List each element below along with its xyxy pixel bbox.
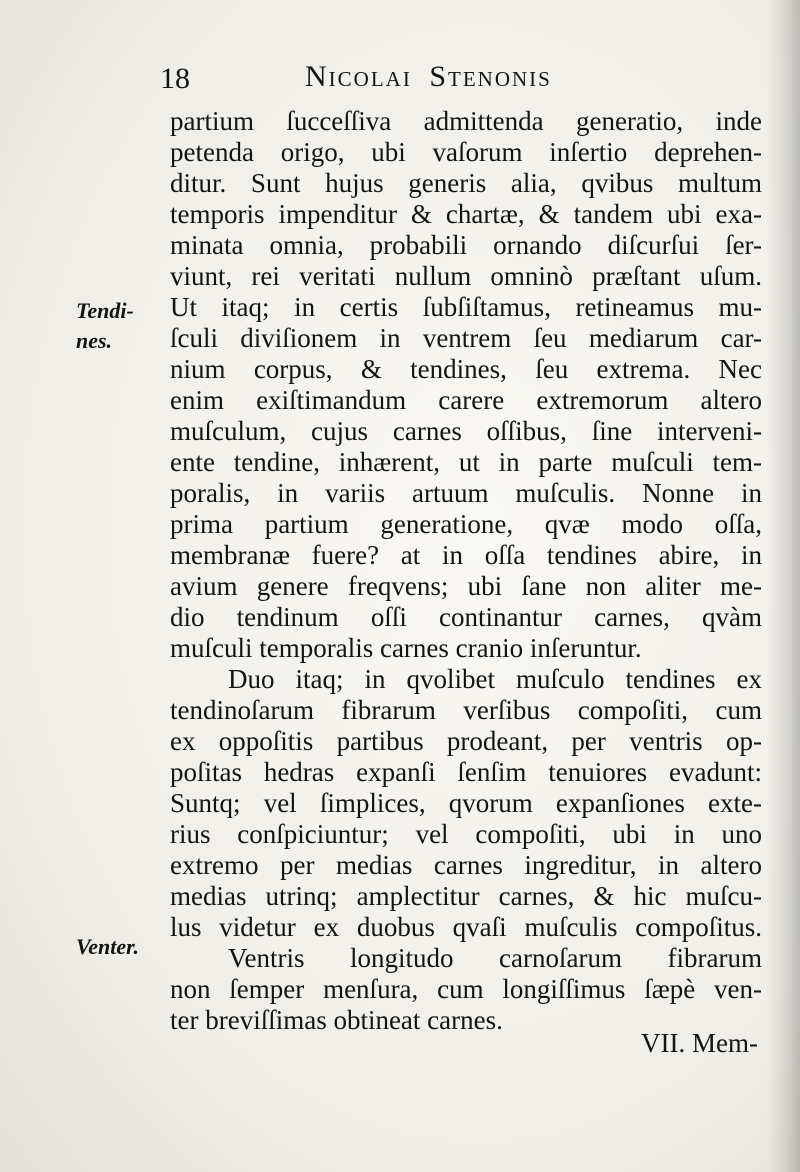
text-line: Suntq; vel ſimplices, qvorum expanſiones exte- xyxy=(170,788,762,818)
text-line: enim exiſtimandum carere extremorum altero xyxy=(170,385,762,415)
text-line: ter breviſſimas obtineat carnes. xyxy=(170,1005,503,1035)
text-line: ente tendine, inhærent, ut in parte muſculi tem- xyxy=(170,447,762,477)
text-line: minata omnia, probabili ornando diſcurſui ſer- xyxy=(170,230,762,260)
page-number: 18 xyxy=(160,62,190,95)
text-line: partium ſucceſſiva admittenda generatio, inde xyxy=(170,106,762,136)
text-line: tendinoſarum fibrarum verſibus compoſiti, cum xyxy=(170,695,762,725)
text-line: ſculi diviſionem in ventrem ſeu mediarum car- xyxy=(170,323,762,353)
text-line: viunt, rei veritati nullum omninò præſtant uſum. xyxy=(170,261,762,291)
margin-note-line: nes. xyxy=(76,328,113,353)
running-head: Nicolai Stenonis xyxy=(305,60,552,93)
body-text xyxy=(170,106,762,1036)
text-line: dio tendinum oſſi continantur carnes, qvàm xyxy=(170,602,762,632)
paragraph-first-line: Ventris longitudo carnoſarum fibrarum xyxy=(228,943,762,973)
text-line: avium genere freqvens; ubi ſane non aliter me- xyxy=(170,571,762,601)
text-line: petenda origo, ubi vaſorum inſertio deprehen- xyxy=(170,137,762,167)
text-line: lus videtur ex duobus qvaſi muſculis compoſitus. xyxy=(170,912,762,942)
text-line: poſitas hedras expanſi ſenſim tenuiores evadunt: xyxy=(170,757,762,787)
paragraph-first-line: Duo itaq; in qvolibet muſculo tendines ex xyxy=(228,664,762,694)
text-line: medias utrinq; amplectitur carnes, & hic muſcu- xyxy=(170,881,762,911)
text-line: non ſemper menſura, cum longiſſimus ſæpè ven- xyxy=(170,974,762,1004)
text-line: Ut itaq; in certis ſubſiſtamus, retineamus mu- xyxy=(170,292,762,322)
text-line: muſculi temporalis carnes cranio inſeruntur. xyxy=(170,633,642,663)
text-line: prima partium generatione, qvæ modo oſſa, xyxy=(170,509,762,539)
text-line: ditur. Sunt hujus generis alia, qvibus multum xyxy=(170,168,762,198)
text-line: membranæ fuere? at in oſſa tendines abire, in xyxy=(170,540,762,570)
text-line: extremo per medias carnes ingreditur, in altero xyxy=(170,850,762,880)
margin-note-venter: Venter. xyxy=(76,934,139,959)
text-line: nium corpus, & tendines, ſeu extrema. Nec xyxy=(170,354,762,384)
catchword: VII. Mem- xyxy=(641,1028,758,1058)
text-line: muſculum, cujus carnes oſſibus, ſine interveni- xyxy=(170,416,762,446)
text-line: ex oppoſitis partibus prodeant, per ventris op- xyxy=(170,726,762,756)
text-line: poralis, in variis artuum muſculis. Nonne in xyxy=(170,478,762,508)
text-line: rius conſpiciuntur; vel compoſiti, ubi in uno xyxy=(170,819,762,849)
gutter-shadow xyxy=(766,0,800,1172)
text-line: temporis impenditur & chartæ, & tandem ubi exa- xyxy=(170,199,762,229)
margin-note-tendines xyxy=(76,296,134,356)
margin-note-line: Tendi- xyxy=(76,298,134,323)
